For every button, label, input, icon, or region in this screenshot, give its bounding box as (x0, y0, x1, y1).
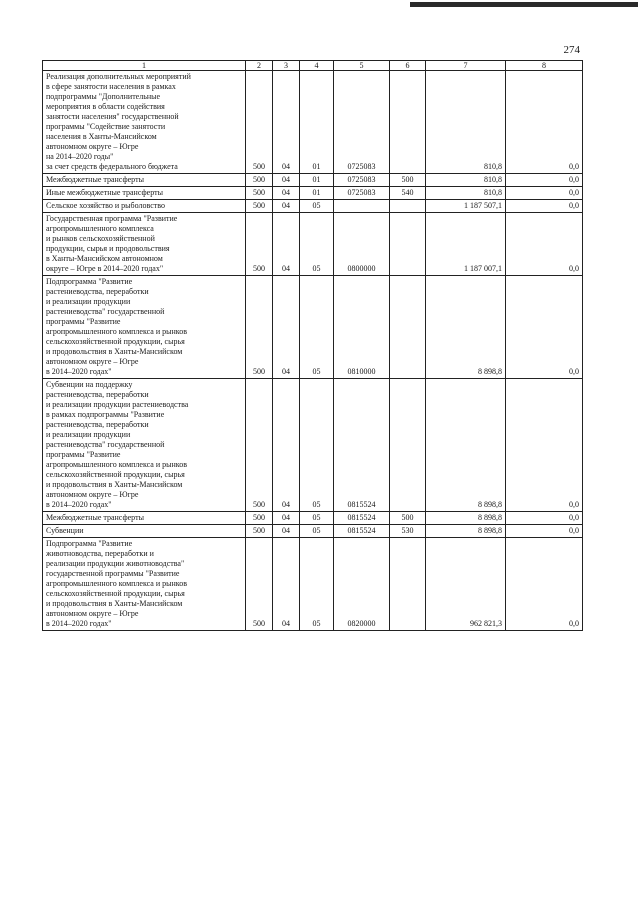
row-name-line: в рамках подпрограммы "Развитие (46, 410, 165, 419)
cell-col-6: 540 (390, 187, 426, 200)
row-name-line: государственной программы "Развитие (46, 569, 180, 578)
cell-col-6 (390, 200, 426, 213)
page-number: 274 (563, 44, 580, 56)
cell-col-7: 1 187 007,1 (426, 213, 506, 276)
row-name-line: растениеводства" государственной (46, 307, 165, 316)
row-name-line: программы "Развитие (46, 450, 121, 459)
column-header-3: 3 (273, 61, 300, 71)
cell-col-3: 04 (273, 200, 300, 213)
row-name-line: в 2014–2020 годах" (46, 500, 112, 509)
row-name-line: агропромышленного комплекса и рынков (46, 327, 188, 336)
row-name-line: и реализации продукции растениеводства (46, 400, 189, 409)
cell-col-3: 04 (273, 525, 300, 538)
row-name-line: реализации продукции животноводства" (46, 559, 185, 568)
cell-col-7: 810,8 (426, 71, 506, 174)
table-row (43, 276, 583, 379)
cell-col-5: 0725083 (334, 187, 390, 200)
row-name-line: растениеводства" государственной (46, 440, 165, 449)
row-name-cell (43, 200, 246, 213)
table-row (43, 71, 583, 174)
row-name-line: округе – Югре в 2014–2020 годах" (46, 264, 164, 273)
cell-col-4: 05 (300, 538, 334, 631)
table-header (43, 61, 583, 71)
row-name-cell (43, 276, 246, 379)
row-name-line: и продовольствия в Ханты-Мансийском (46, 599, 183, 608)
row-name-line: в 2014–2020 годах" (46, 367, 112, 376)
column-header-8: 8 (506, 61, 583, 71)
cell-col-7: 810,8 (426, 187, 506, 200)
cell-col-5: 0815524 (334, 512, 390, 525)
cell-col-5: 0800000 (334, 213, 390, 276)
column-header-7: 7 (426, 61, 506, 71)
cell-col-5: 0815524 (334, 525, 390, 538)
cell-col-3: 04 (273, 512, 300, 525)
cell-col-5 (334, 200, 390, 213)
cell-col-8: 0,0 (506, 187, 583, 200)
row-name-cell (43, 71, 246, 174)
table-row (43, 213, 583, 276)
table-body (43, 71, 583, 631)
row-name-line: за счет средств федерального бюджета (46, 162, 178, 171)
row-name-line: программы "Развитие (46, 317, 121, 326)
row-name-line: в сфере занятости населения в рамках (46, 82, 176, 91)
cell-col-7: 8 898,8 (426, 525, 506, 538)
table-row (43, 512, 583, 525)
row-name-line: животноводства, переработки и (46, 549, 154, 558)
cell-col-8: 0,0 (506, 174, 583, 187)
budget-table (42, 60, 583, 631)
row-name-cell (43, 379, 246, 512)
row-name-line: Сельское хозяйство и рыболовство (46, 201, 166, 210)
cell-col-5: 0815524 (334, 379, 390, 512)
cell-col-2: 500 (246, 538, 273, 631)
row-name-line: автономном округе – Югре (46, 490, 139, 499)
cell-col-3: 04 (273, 276, 300, 379)
cell-col-2: 500 (246, 512, 273, 525)
cell-col-4: 01 (300, 187, 334, 200)
cell-col-6: 530 (390, 525, 426, 538)
cell-col-8: 0,0 (506, 200, 583, 213)
cell-col-7: 1 187 507,1 (426, 200, 506, 213)
cell-col-2: 500 (246, 379, 273, 512)
table-row (43, 525, 583, 538)
cell-col-3: 04 (273, 379, 300, 512)
cell-col-6: 500 (390, 512, 426, 525)
cell-col-8: 0,0 (506, 525, 583, 538)
row-name-line: Субвенции на поддержку (46, 380, 133, 389)
cell-col-3: 04 (273, 538, 300, 631)
cell-col-2: 500 (246, 71, 273, 174)
row-name-cell (43, 538, 246, 631)
cell-col-7: 8 898,8 (426, 512, 506, 525)
row-name-cell (43, 525, 246, 538)
cell-col-8: 0,0 (506, 276, 583, 379)
row-name-line: подпрограммы "Дополнительные (46, 92, 161, 101)
scan-edge-mark (410, 2, 638, 7)
cell-col-5: 0810000 (334, 276, 390, 379)
cell-col-4: 05 (300, 525, 334, 538)
cell-col-8: 0,0 (506, 71, 583, 174)
column-header-4: 4 (300, 61, 334, 71)
row-name-line: Государственная программа "Развитие (46, 214, 178, 223)
cell-col-6 (390, 379, 426, 512)
table-row (43, 538, 583, 631)
row-name-line: растениеводства, переработки (46, 287, 149, 296)
cell-col-6: 500 (390, 174, 426, 187)
cell-col-4: 05 (300, 512, 334, 525)
row-name-line: растениеводства, переработки (46, 420, 149, 429)
cell-col-8: 0,0 (506, 538, 583, 631)
row-name-cell (43, 174, 246, 187)
row-name-line: занятости населения" государственной (46, 112, 179, 121)
row-name-line: и реализации продукции (46, 297, 131, 306)
row-name-line: сельскохозяйственной продукции, сырья (46, 589, 185, 598)
cell-col-3: 04 (273, 174, 300, 187)
row-name-line: Реализация дополнительных мероприятий (46, 72, 191, 81)
row-name-line: автономном округе – Югре (46, 609, 139, 618)
row-name-line: автономном округе – Югре (46, 142, 139, 151)
row-name-line: и реализации продукции (46, 430, 131, 439)
cell-col-5: 0725083 (334, 71, 390, 174)
cell-col-4: 05 (300, 200, 334, 213)
cell-col-2: 500 (246, 200, 273, 213)
cell-col-8: 0,0 (506, 512, 583, 525)
row-name-line: на 2014–2020 годы" (46, 152, 114, 161)
row-name-line: и продовольствия в Ханты-Мансийском (46, 480, 183, 489)
cell-col-2: 500 (246, 187, 273, 200)
cell-col-2: 500 (246, 213, 273, 276)
row-name-line: программы "Содействие занятости (46, 122, 166, 131)
cell-col-2: 500 (246, 276, 273, 379)
row-name-line: мероприятия в области содействия (46, 102, 165, 111)
cell-col-8: 0,0 (506, 379, 583, 512)
cell-col-7: 962 821,3 (426, 538, 506, 631)
row-name-line: населения в Ханты-Мансийском (46, 132, 157, 141)
row-name-line: Межбюджетные трансферты (46, 175, 144, 184)
row-name-line: сельскохозяйственной продукции, сырья (46, 470, 185, 479)
row-name-line: продукции, сырья и продовольствия (46, 244, 170, 253)
cell-col-3: 04 (273, 71, 300, 174)
row-name-line: растениеводства, переработки (46, 390, 149, 399)
cell-col-7: 8 898,8 (426, 276, 506, 379)
cell-col-7: 8 898,8 (426, 379, 506, 512)
row-name-cell (43, 187, 246, 200)
cell-col-3: 04 (273, 213, 300, 276)
row-name-line: агропромышленного комплекса (46, 224, 154, 233)
row-name-line: Субвенции (46, 526, 84, 535)
table-row (43, 187, 583, 200)
row-name-line: в 2014–2020 годах" (46, 619, 112, 628)
cell-col-6 (390, 276, 426, 379)
cell-col-6 (390, 71, 426, 174)
cell-col-2: 500 (246, 174, 273, 187)
cell-col-3: 04 (273, 187, 300, 200)
cell-col-7: 810,8 (426, 174, 506, 187)
table-row (43, 174, 583, 187)
cell-col-5: 0725083 (334, 174, 390, 187)
row-name-cell (43, 512, 246, 525)
row-name-line: Подпрограмма "Развитие (46, 277, 133, 286)
cell-col-6 (390, 538, 426, 631)
row-name-line: Иные межбюджетные трансферты (46, 188, 163, 197)
row-name-line: автономном округе – Югре (46, 357, 139, 366)
row-name-line: агропромышленного комплекса и рынков (46, 579, 188, 588)
column-header-2: 2 (246, 61, 273, 71)
row-name-line: и продовольствия в Ханты-Мансийском (46, 347, 183, 356)
cell-col-4: 05 (300, 379, 334, 512)
cell-col-5: 0820000 (334, 538, 390, 631)
row-name-line: сельскохозяйственной продукции, сырья (46, 337, 185, 346)
cell-col-2: 500 (246, 525, 273, 538)
column-header-5: 5 (334, 61, 390, 71)
row-name-cell (43, 213, 246, 276)
cell-col-8: 0,0 (506, 213, 583, 276)
cell-col-4: 01 (300, 71, 334, 174)
row-name-line: Подпрограмма "Развитие (46, 539, 133, 548)
cell-col-4: 01 (300, 174, 334, 187)
row-name-line: в Ханты-Мансийском автономном (46, 254, 163, 263)
row-name-line: Межбюджетные трансферты (46, 513, 144, 522)
column-header-1: 1 (43, 61, 246, 71)
row-name-line: и рынков сельскохозяйственной (46, 234, 155, 243)
table-row (43, 200, 583, 213)
cell-col-4: 05 (300, 276, 334, 379)
table-row (43, 379, 583, 512)
cell-col-6 (390, 213, 426, 276)
row-name-line: агропромышленного комплекса и рынков (46, 460, 188, 469)
column-header-6: 6 (390, 61, 426, 71)
cell-col-4: 05 (300, 213, 334, 276)
column-number-row (43, 61, 583, 71)
